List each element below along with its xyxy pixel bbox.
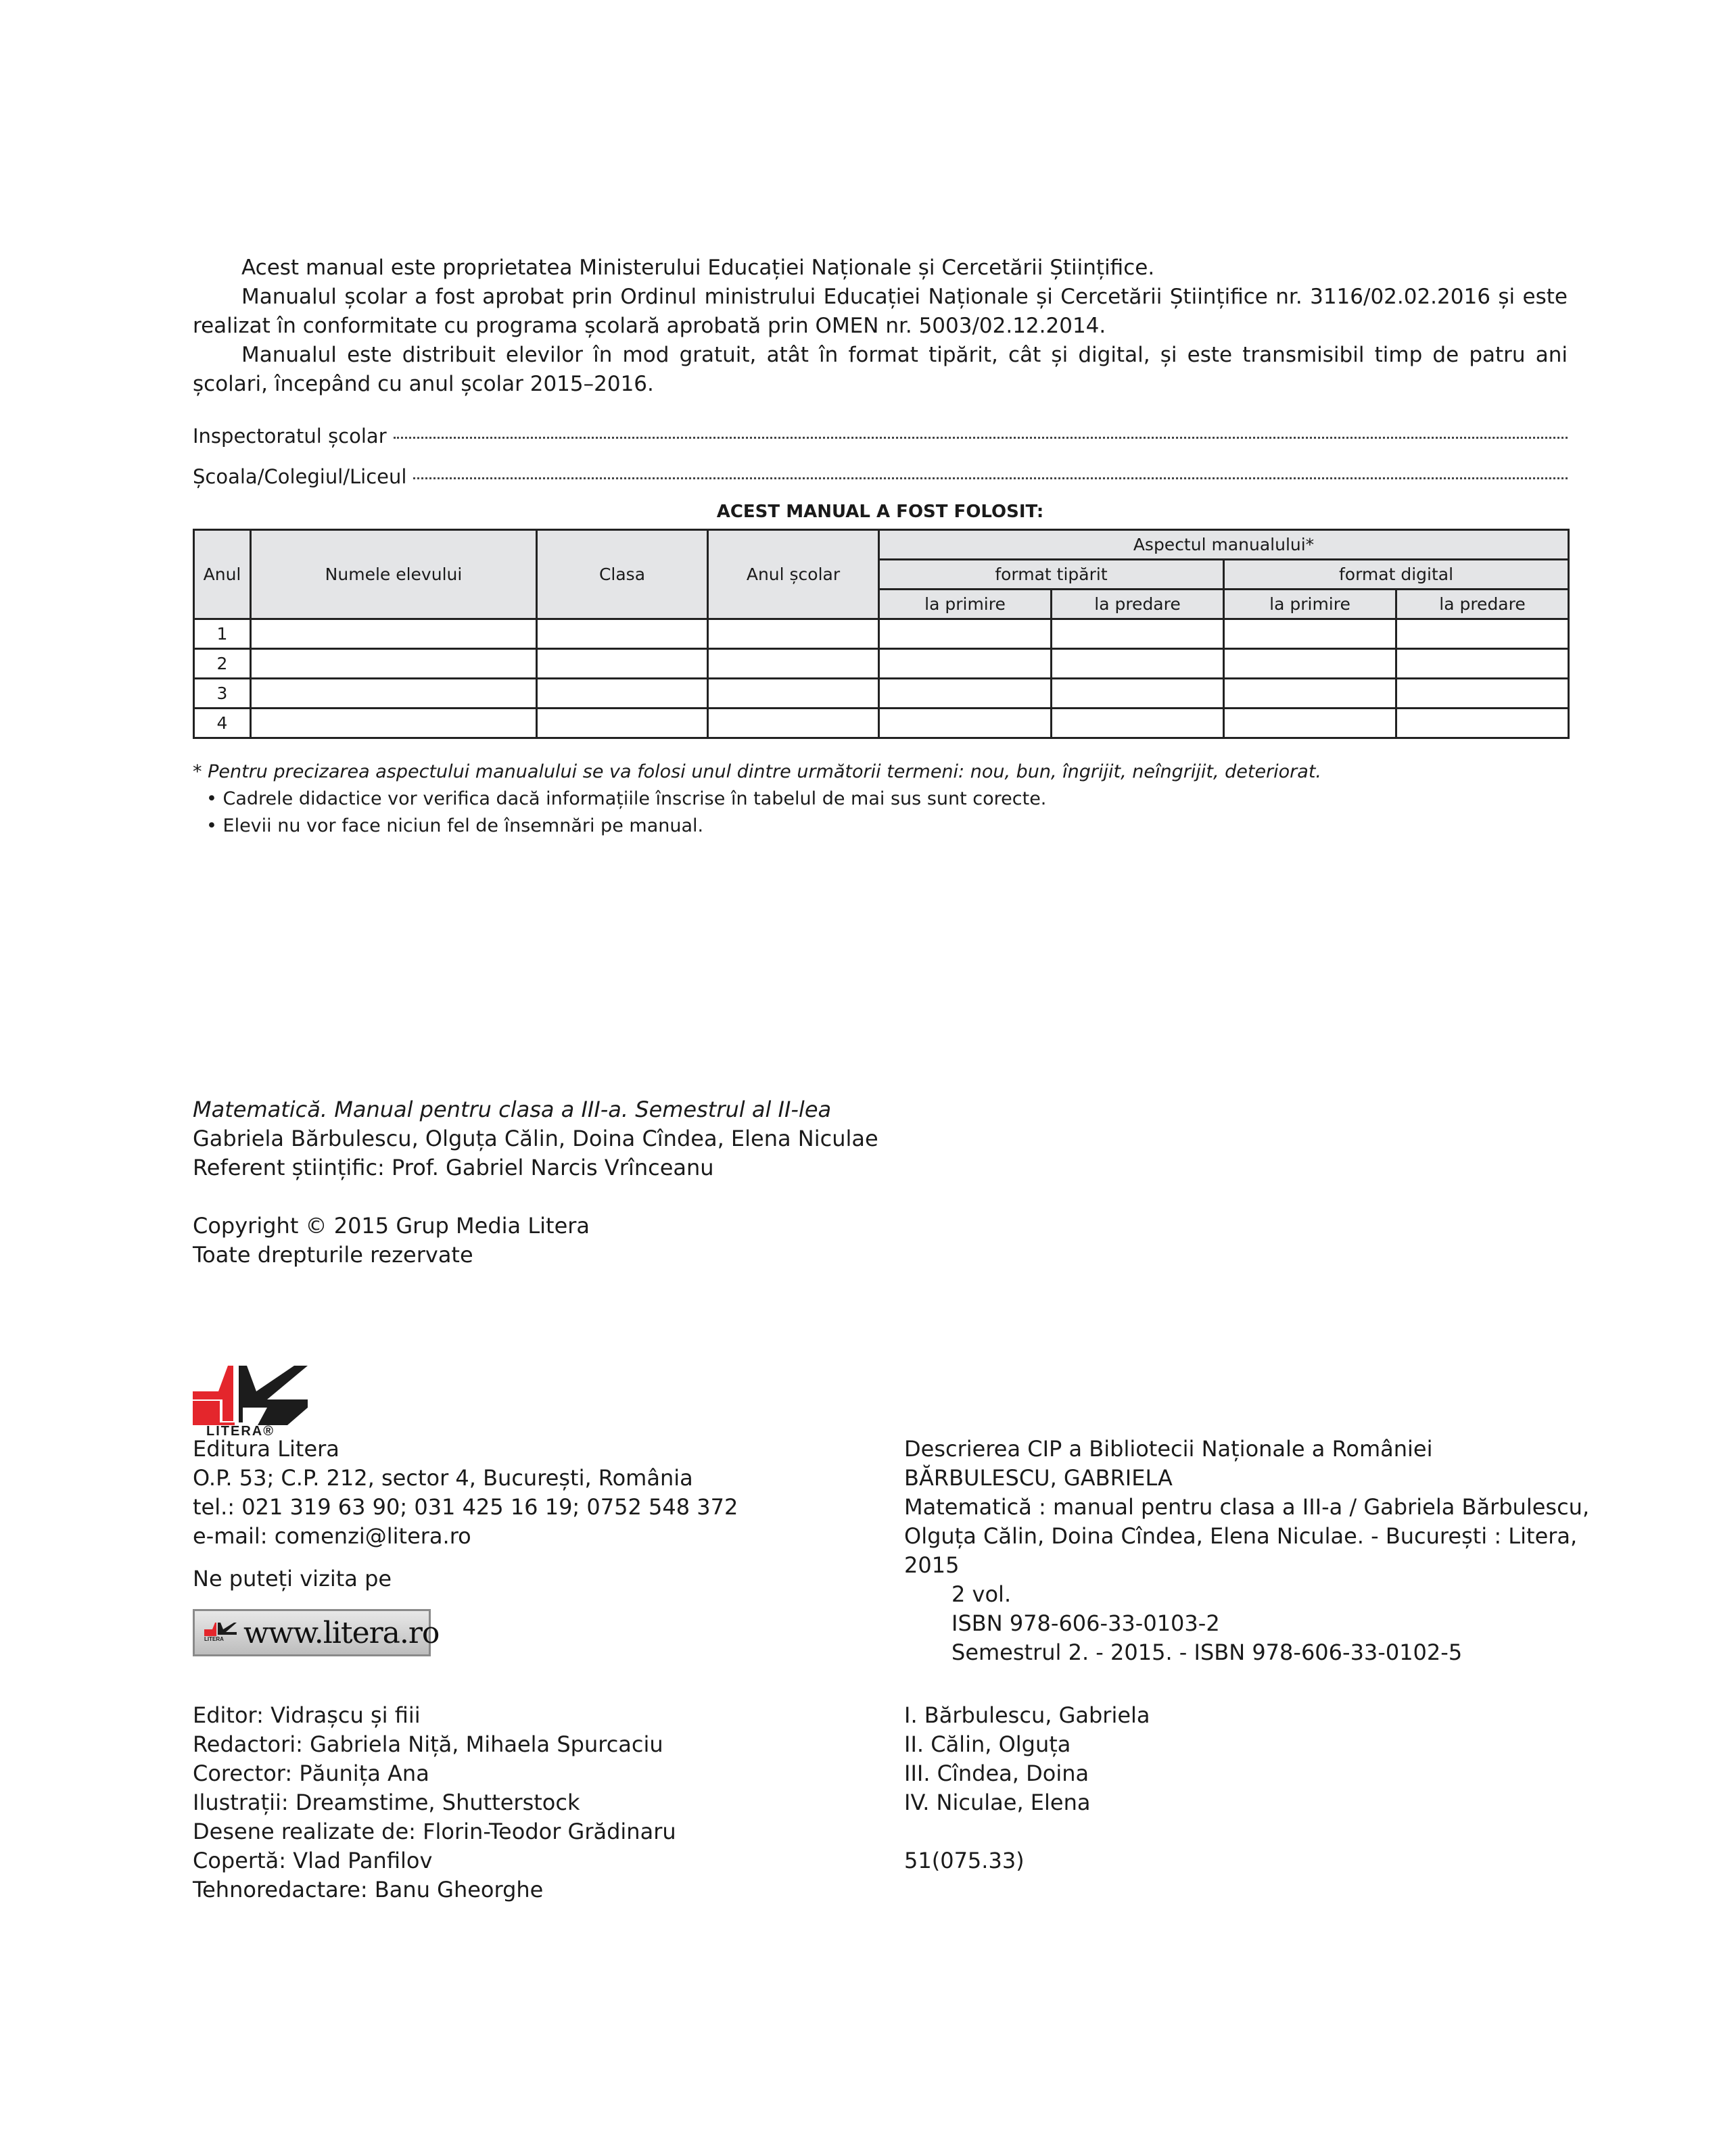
intro-text	[193, 254, 1568, 399]
badge-brand: LITERA	[204, 1636, 224, 1642]
header-tiparit-la-predare: la predare	[1052, 590, 1224, 619]
cell-tiparit-predare[interactable]	[1052, 649, 1224, 679]
table-title: ACEST MANUAL A FOST FOLOSIT:	[716, 502, 1044, 522]
table-row	[194, 709, 1569, 738]
book-authors: Gabriela Bărbulescu, Olguța Călin, Doina Cîndea, Elena Niculae	[193, 1126, 878, 1151]
litera-mini-logo-icon	[204, 1623, 238, 1643]
header-anul-scolar: Anul școlar	[708, 530, 879, 619]
website-badge[interactable]	[193, 1609, 440, 1656]
cip-semester: Semestrul 2. - 2015. - ISBN 978-606-33-0102-5	[951, 1639, 1463, 1665]
table-notes	[193, 759, 1321, 840]
header-numele-elevului: Numele elevului	[251, 530, 537, 619]
book-title: Matematică. Manual pentru clasa a III-a. Semestrul al II-lea	[193, 1097, 832, 1122]
cell-clasa[interactable]	[537, 619, 708, 649]
cip-index-item: I. Bărbulescu, Gabriela	[904, 1702, 1150, 1728]
cell-digital-primire[interactable]	[1224, 619, 1396, 649]
publisher-info	[193, 1435, 738, 1594]
cell-an-scolar[interactable]	[708, 649, 879, 679]
website-url[interactable]: www.litera.ro	[243, 1615, 440, 1650]
cell-tiparit-predare[interactable]	[1052, 619, 1224, 649]
cell-digital-primire[interactable]	[1224, 679, 1396, 709]
usage-table	[193, 529, 1570, 739]
publisher-email[interactable]: e-mail: comenzi@litera.ro	[193, 1523, 471, 1549]
staff-corector: Corector: Păunița Ana	[193, 1760, 429, 1786]
cell-an-scolar[interactable]	[708, 679, 879, 709]
note-bullet-2: • Elevii nu vor face niciun fel de însemnări pe manual.	[206, 815, 704, 836]
cell-tiparit-primire[interactable]	[879, 619, 1052, 649]
cell-digital-primire[interactable]	[1224, 649, 1396, 679]
cip-heading: Descrierea CIP a Bibliotecii Naționale a României	[904, 1436, 1433, 1462]
cell-nume[interactable]	[251, 679, 537, 709]
book-info	[193, 1095, 878, 1270]
row-number: 4	[194, 709, 251, 738]
book-referent: Referent științific: Prof. Gabriel Narcis Vrînceanu	[193, 1155, 714, 1180]
cip-index-item: III. Cîndea, Doina	[904, 1760, 1089, 1786]
cell-nume[interactable]	[251, 649, 537, 679]
cell-digital-predare[interactable]	[1396, 649, 1569, 679]
header-digital-la-primire: la primire	[1224, 590, 1396, 619]
staff-ilustratii: Ilustrații: Dreamstime, Shutterstock	[193, 1790, 580, 1815]
cip-index-item: IV. Niculae, Elena	[904, 1790, 1091, 1815]
cip-index-item: II. Călin, Olguța	[904, 1731, 1071, 1757]
staff-list	[193, 1701, 676, 1905]
staff-redactori: Redactori: Gabriela Niță, Mihaela Spurcaciu	[193, 1731, 663, 1757]
table-row	[194, 649, 1569, 679]
publisher-address: O.P. 53; C.P. 212, sector 4, București, România	[193, 1465, 693, 1491]
cell-tiparit-predare[interactable]	[1052, 679, 1224, 709]
cell-digital-predare[interactable]	[1396, 619, 1569, 649]
row-number: 1	[194, 619, 251, 649]
book-copyright: Copyright © 2015 Grup Media Litera	[193, 1213, 590, 1239]
header-aspect: Aspectul manualului*	[879, 530, 1569, 560]
cell-digital-predare[interactable]	[1396, 679, 1569, 709]
cip-desc-line-3: 2015	[904, 1552, 960, 1578]
table-row	[194, 679, 1569, 709]
visit-label: Ne puteți vizita pe	[193, 1566, 392, 1591]
cip-desc-line-2: Olguța Călin, Doina Cîndea, Elena Niculae. - București : Litera,	[904, 1523, 1578, 1549]
litera-logo-text: LITERA®	[206, 1424, 275, 1439]
inspectorat-dotted-line	[394, 437, 1568, 439]
cell-an-scolar[interactable]	[708, 709, 879, 738]
intro-paragraph-2: Manualul școlar a fost aprobat prin Ordinul ministrului Educației Naționale și Cercetării Științifice nr. 3116/02.02.2016 și este realizat în conformitate cu programa școlară aprobată prin OMEN nr. 5003/02.12.2014.	[193, 285, 1568, 338]
cell-digital-primire[interactable]	[1224, 709, 1396, 738]
intro-paragraph-1: Acest manual este proprietatea Ministerului Educației Naționale și Cercetării Științifice.	[241, 256, 1155, 280]
staff-coperta: Copertă: Vlad Panfilov	[193, 1848, 433, 1873]
header-format-tiparit: format tipărit	[879, 560, 1224, 590]
cell-nume[interactable]	[251, 709, 537, 738]
litera-logo	[193, 1366, 314, 1440]
inspectorat-field[interactable]	[193, 425, 1568, 448]
cell-an-scolar[interactable]	[708, 619, 879, 649]
cell-digital-predare[interactable]	[1396, 709, 1569, 738]
staff-desene: Desene realizate de: Florin-Teodor Grădinaru	[193, 1819, 676, 1844]
scoala-dotted-line	[413, 477, 1568, 479]
publisher-name: Editura Litera	[193, 1436, 339, 1462]
note-bullet-1: • Cadrele didactice vor verifica dacă informațiile înscrise în tabelul de mai sus sunt corecte.	[206, 788, 1047, 809]
staff-tehnoredactare: Tehnoredactare: Banu Gheorghe	[193, 1877, 544, 1902]
header-format-digital: format digital	[1224, 560, 1569, 590]
cip-volumes: 2 vol.	[951, 1581, 1012, 1607]
cell-tiparit-predare[interactable]	[1052, 709, 1224, 738]
publisher-tel: tel.: 021 319 63 90; 031 425 16 19; 0752 548 372	[193, 1494, 738, 1520]
cell-clasa[interactable]	[537, 649, 708, 679]
cip-desc-line-1: Matematică : manual pentru clasa a III-a / Gabriela Bărbulescu,	[904, 1494, 1590, 1520]
cip-description	[904, 1435, 1589, 1667]
litera-logo-icon	[193, 1366, 314, 1427]
cell-tiparit-primire[interactable]	[879, 649, 1052, 679]
inspectorat-label: Inspectoratul școlar	[193, 425, 387, 448]
row-number: 2	[194, 649, 251, 679]
cell-tiparit-primire[interactable]	[879, 709, 1052, 738]
cell-clasa[interactable]	[537, 679, 708, 709]
table-row	[194, 619, 1569, 649]
cell-clasa[interactable]	[537, 709, 708, 738]
cip-index	[904, 1701, 1150, 1875]
cip-udc: 51(075.33)	[904, 1848, 1025, 1873]
staff-editor: Editor: Vidrașcu și fiii	[193, 1702, 421, 1728]
intro-paragraph-3: Manualul este distribuit elevilor în mod gratuit, atât în format tipărit, cât și digital, și este transmisibil timp de patru ani școlari, începând cu anul școlar 2015–2016.	[193, 343, 1568, 396]
header-clasa: Clasa	[537, 530, 708, 619]
book-rights: Toate drepturile rezervate	[193, 1242, 473, 1268]
row-number: 3	[194, 679, 251, 709]
footnote: * Pentru precizarea aspectului manualului se va folosi unul dintre următorii termeni: nou, bun, îngrijit, neîngrijit, deteriorat.	[193, 761, 1321, 782]
cip-author: BĂRBULESCU, GABRIELA	[904, 1465, 1173, 1491]
header-digital-la-predare: la predare	[1396, 590, 1569, 619]
scoala-label: Școala/Colegiul/Liceul	[193, 465, 407, 488]
scoala-field[interactable]	[193, 465, 1568, 488]
header-anul: Anul	[194, 530, 251, 619]
cell-tiparit-primire[interactable]	[879, 679, 1052, 709]
cell-nume[interactable]	[251, 619, 537, 649]
cip-isbn: ISBN 978-606-33-0103-2	[951, 1610, 1220, 1636]
header-tiparit-la-primire: la primire	[879, 590, 1052, 619]
